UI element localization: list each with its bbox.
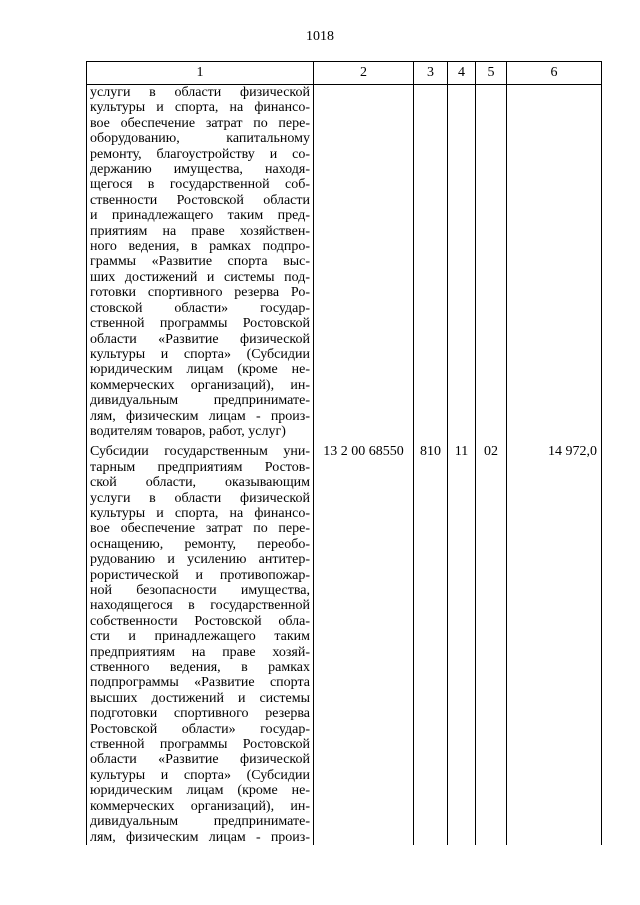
description-line: ственного ведения, в рамках	[90, 660, 310, 676]
description-line: юридическим лицам (кроме не-	[90, 362, 310, 378]
description-line: рористической и противопожар-	[90, 567, 310, 583]
cell-expense-type: 810	[414, 444, 448, 845]
description-line: оборудованию, капитальному	[90, 131, 310, 147]
description-line: рудованию и усилению антитер-	[90, 552, 310, 568]
description-line: оснащению, ремонту, переобо-	[90, 536, 310, 552]
budget-table	[86, 61, 602, 845]
description-line: культуры и спорта, на финансо-	[90, 100, 310, 116]
description-line: коммерческих организаций), ин-	[90, 377, 310, 393]
table-row	[87, 85, 602, 440]
column-header-4: 4	[448, 62, 476, 85]
description-line: щегося в государственной соб-	[90, 177, 310, 193]
row-description	[87, 444, 314, 845]
description-line: вое обеспечение затрат по пере-	[90, 115, 310, 131]
description-line: лям, физическим лицам - произ-	[90, 829, 310, 845]
description-line: собственности Ростовской обла-	[90, 613, 310, 629]
description-line: юридическим лицам (кроме не-	[90, 783, 310, 799]
column-number-row	[87, 62, 602, 85]
description-line: водителям товаров, работ, услуг)	[90, 423, 286, 439]
description-line: коммерческих организаций), ин-	[90, 798, 310, 814]
description-line: и принадлежащего таким пред-	[90, 208, 310, 224]
description-line: ственной программы Ростовской	[90, 316, 310, 332]
description-line: вое обеспечение затрат по пере-	[90, 521, 310, 537]
cell-section	[448, 85, 476, 440]
column-header-6: 6	[507, 62, 602, 85]
description-line: ной безопасности имущества,	[90, 583, 310, 598]
description-line: услуги в области физической	[90, 490, 310, 506]
description-line: дивидуальным предпринимате-	[90, 393, 310, 409]
cell-subsection	[476, 85, 507, 440]
cell-target-code: 13 2 00 68550	[314, 444, 414, 845]
cell-expense-type	[414, 85, 448, 440]
description-line: ремонту, благоустройству и со-	[90, 146, 310, 162]
description-line: предприятиям на праве хозяй-	[90, 644, 310, 660]
description-line: дивидуальным предпринимате-	[90, 814, 310, 830]
description-line: высших достижений и системы	[90, 690, 310, 706]
description-line: культуры и спорта, на финансо-	[90, 505, 310, 521]
description-line: ственной программы Ростовской	[90, 737, 310, 753]
column-header-1: 1	[87, 62, 314, 85]
description-line: ного ведения, в рамках подпро-	[90, 239, 310, 255]
description-line: культуры и спорта» (Субсидии	[90, 767, 310, 783]
description-line: культуры и спорта» (Субсидии	[90, 346, 310, 362]
description-line: тарным предприятиям Ростов-	[90, 459, 310, 475]
description-line: ших достижений и системы под-	[90, 269, 310, 285]
description-line: готовки спортивного резерва Ро-	[90, 285, 310, 301]
page-number: 1018	[306, 29, 334, 44]
description-line: ской области, оказывающим	[90, 475, 310, 491]
description-line: находящегося в государственной	[90, 598, 310, 614]
description-line: граммы «Развитие спорта выс-	[90, 254, 310, 270]
description-line: подпрограммы «Развитие спорта	[90, 675, 310, 691]
description-line: ственности Ростовской области	[90, 192, 310, 208]
cell-subsection: 02	[476, 444, 507, 845]
description-line: держанию имущества, находя-	[90, 162, 310, 178]
cell-section: 11	[448, 444, 476, 845]
description-line: подготовки спортивного резерва	[90, 706, 310, 722]
cell-amount: 14 972,0	[507, 444, 602, 845]
column-header-5: 5	[476, 62, 507, 85]
row-description	[87, 85, 314, 440]
description-line: Ростовской области» государ-	[90, 721, 310, 737]
description-line: лям, физическим лицам - произ-	[90, 408, 310, 424]
description-line: Субсидии государственным уни-	[90, 444, 310, 460]
description-line: области «Развитие физической	[90, 331, 310, 347]
description-line: приятиям на праве хозяйствен-	[90, 223, 310, 239]
column-header-2: 2	[314, 62, 414, 85]
description-line: сти и принадлежащего таким	[90, 629, 310, 645]
column-header-3: 3	[414, 62, 448, 85]
description-line: стовской области» государ-	[90, 300, 310, 316]
description-line: области «Развитие физической	[90, 752, 310, 768]
cell-target-code	[314, 85, 414, 440]
description-line: услуги в области физической	[90, 85, 310, 100]
cell-amount	[507, 85, 602, 440]
table-row	[87, 444, 602, 845]
